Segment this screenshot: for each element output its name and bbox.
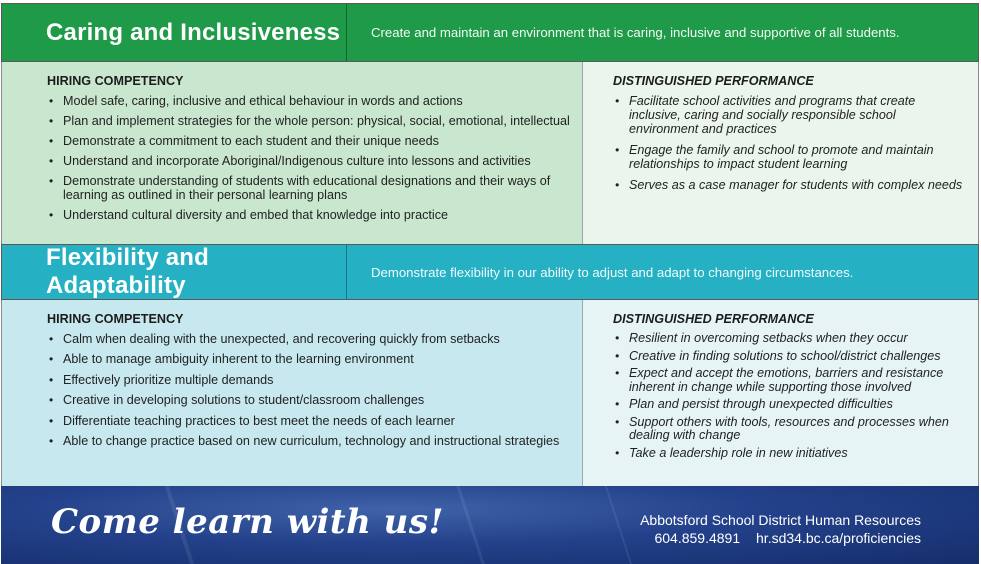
list-item: • Plan and implement strategies for the whole person: physical, social, emotional, intellectual (47, 114, 570, 128)
section-flexibility-header (1, 244, 979, 300)
distinguished-performance-list (613, 332, 964, 460)
list-item: • Creative in finding solutions to school/district challenges (613, 350, 964, 364)
list-item: • Demonstrate a commitment to each student and their unique needs (47, 134, 570, 148)
section-title: Flexibility and Adaptability (2, 245, 347, 299)
tagline: Come learn with us! (51, 502, 444, 542)
hiring-competency-column (2, 300, 583, 486)
list-item: • Differentiate teaching practices to best meet the needs of each learner (47, 414, 570, 428)
list-item: • Expect and accept the emotions, barriers and resistance inherent in change while supporting those involved (613, 367, 964, 394)
section-flexibility-body (1, 300, 979, 486)
distinguished-performance-column (583, 300, 978, 486)
distinguished-performance-heading: DISTINGUISHED PERFORMANCE (613, 312, 814, 326)
phone-number: 604.859.4891 (654, 530, 741, 546)
website-link[interactable]: hr.sd34.bc.ca/proficiencies (756, 530, 921, 546)
section-caring-body (1, 62, 979, 244)
organization-name: Abbotsford School District Human Resources (640, 512, 921, 528)
distinguished-performance-heading: DISTINGUISHED PERFORMANCE (613, 74, 814, 88)
list-item: • Understand cultural diversity and embed that knowledge into practice (47, 208, 570, 222)
distinguished-performance-list (613, 94, 964, 192)
footer-banner (1, 486, 979, 564)
hiring-competency-heading: HIRING COMPETENCY (47, 312, 184, 326)
list-item: • Facilitate school activities and programs that create inclusive, caring and socially responsible school environment and practices (613, 94, 964, 136)
hiring-competency-list (47, 332, 570, 448)
section-description: Create and maintain an environment that is caring, inclusive and supportive of all students. (371, 25, 900, 40)
section-description: Demonstrate flexibility in our ability to adjust and adapt to changing circumstances. (371, 264, 854, 280)
list-item: • Engage the family and school to promote and maintain relationships to impact student learning (613, 143, 964, 171)
texture-streak (448, 486, 497, 564)
distinguished-performance-column (583, 62, 978, 244)
list-item: • Demonstrate understanding of students with educational designations and their ways of learning as outlined in their personal learning plans (47, 174, 570, 202)
contact-line (654, 530, 921, 546)
texture-streak (603, 486, 642, 564)
hiring-competency-list (47, 94, 570, 222)
list-item: • Effectively prioritize multiple demands (47, 373, 570, 387)
list-item: • Able to manage ambiguity inherent to the learning environment (47, 352, 570, 366)
list-item: • Serves as a case manager for students with complex needs (613, 178, 964, 192)
section-title: Caring and Inclusiveness (2, 4, 347, 61)
hiring-competency-heading: HIRING COMPETENCY (47, 74, 184, 88)
list-item: • Model safe, caring, inclusive and ethical behaviour in words and actions (47, 94, 570, 108)
hiring-competency-column (2, 62, 583, 244)
list-item: • Take a leadership role in new initiatives (613, 447, 964, 461)
list-item: • Calm when dealing with the unexpected, and recovering quickly from setbacks (47, 332, 570, 346)
list-item: • Able to change practice based on new curriculum, technology and instructional strategies (47, 434, 570, 448)
list-item: • Understand and incorporate Aboriginal/Indigenous culture into lessons and activities (47, 154, 570, 168)
list-item: • Support others with tools, resources and processes when dealing with change (613, 416, 964, 443)
section-caring-header (1, 3, 979, 62)
list-item: • Resilient in overcoming setbacks when they occur (613, 332, 964, 346)
list-item: • Plan and persist through unexpected difficulties (613, 398, 964, 412)
list-item: • Creative in developing solutions to student/classroom challenges (47, 393, 570, 407)
